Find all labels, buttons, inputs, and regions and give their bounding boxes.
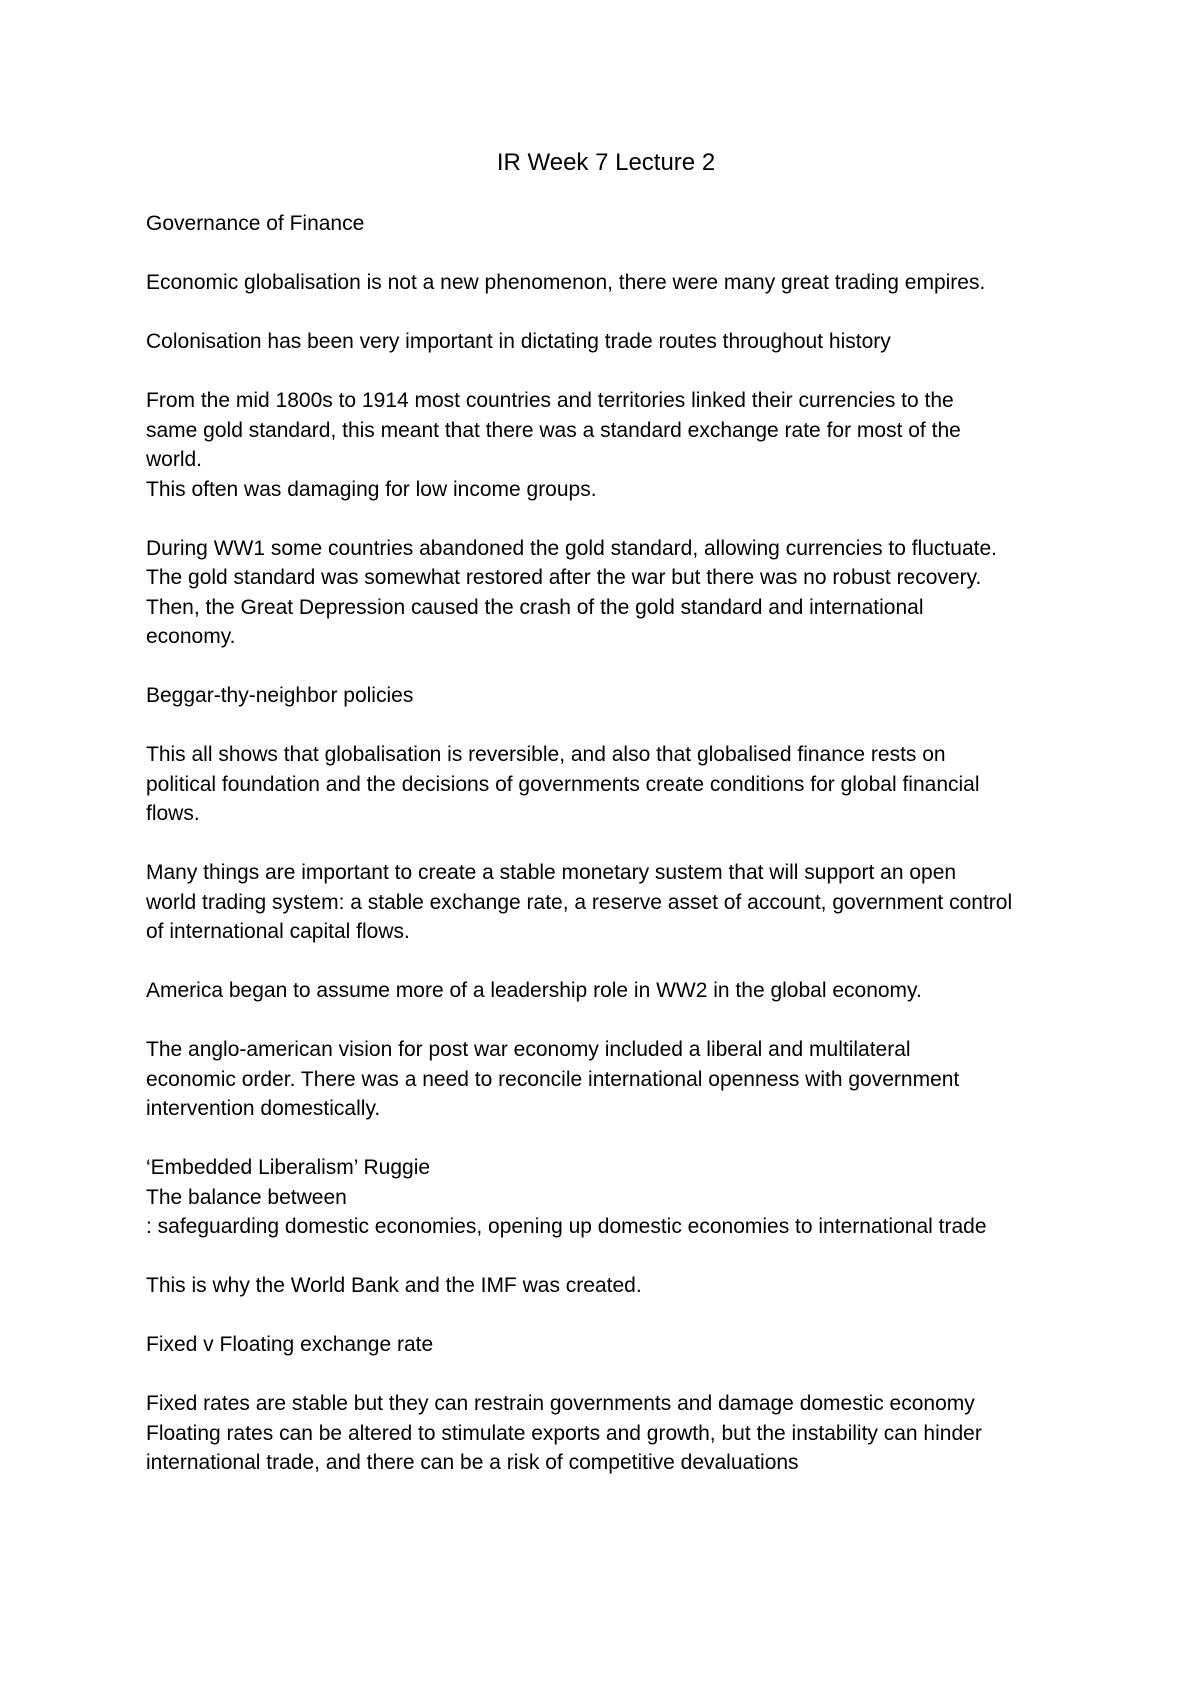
paragraph [146, 327, 1066, 357]
text-line: This often was damaging for low income groups. [146, 477, 597, 501]
paragraph [146, 1271, 1066, 1301]
paragraph-list [146, 209, 1066, 1478]
text-line: Colonisation has been very important in dictating trade routes throughout history [146, 330, 891, 353]
text-line: Fixed rates are stable but they can restrain governments and damage domestic economy [146, 1392, 975, 1415]
paragraph [146, 740, 1066, 829]
text-line: This all shows that globalisation is reversible, and also that globalised finance rests on [146, 743, 946, 766]
paragraph [146, 1389, 1066, 1478]
paragraph [146, 386, 1066, 504]
text-line: political foundation and the decisions of governments create conditions for global financial [146, 772, 980, 796]
text-line: of international capital flows. [146, 920, 410, 943]
text-line: Floating rates can be altered to stimulate exports and growth, but the instability can hinder [146, 1421, 982, 1445]
text-line: This is why the World Bank and the IMF was created. [146, 1274, 642, 1297]
text-line: : safeguarding domestic economies, opening up domestic economies to international trade [146, 1215, 987, 1238]
text-line: intervention domestically. [146, 1097, 381, 1120]
document-body [146, 148, 1066, 1507]
text-line: The anglo-american vision for post war economy included a liberal and multilateral [146, 1038, 911, 1061]
paragraph [146, 858, 1066, 947]
text-line: Fixed v Floating exchange rate [146, 1333, 434, 1356]
text-line: During WW1 some countries abandoned the gold standard, allowing currencies to fluctuate. [146, 536, 997, 560]
text-line: same gold standard, this meant that there was a standard exchange rate for most of the [146, 418, 961, 442]
text-line: From the mid 1800s to 1914 most countries and territories linked their currencies to the [146, 389, 954, 412]
text-line: economic order. There was a need to reconcile international openness with government [146, 1067, 960, 1091]
text-line: ‘Embedded Liberalism’ Ruggie [146, 1156, 431, 1179]
paragraph [146, 268, 1066, 298]
text-line: world trading system: a stable exchange rate, a reserve asset of account, government control [146, 890, 1013, 914]
text-line: international trade, and there can be a risk of competitive devaluations [146, 1451, 799, 1474]
document-title: IR Week 7 Lecture 2 [496, 149, 716, 176]
paragraph [146, 976, 1066, 1006]
text-line: Then, the Great Depression caused the crash of the gold standard and international [146, 595, 924, 619]
paragraph [146, 1153, 1066, 1242]
paragraph [146, 681, 1066, 711]
text-line: economy. [146, 625, 236, 648]
text-line: flows. [146, 802, 200, 825]
paragraph [146, 1330, 1066, 1360]
text-line: America began to assume more of a leadership role in WW2 in the global economy. [146, 979, 922, 1002]
paragraph [146, 534, 1066, 652]
text-line: The balance between [146, 1185, 347, 1209]
text-line: Beggar-thy-neighbor policies [146, 684, 414, 707]
text-line: Economic globalisation is not a new phenomenon, there were many great trading empires. [146, 271, 986, 294]
paragraph [146, 1035, 1066, 1124]
text-line: Many things are important to create a stable monetary sustem that will support an open [146, 861, 957, 884]
paragraph [146, 209, 1066, 239]
text-line: world. [146, 448, 203, 471]
text-line: The gold standard was somewhat restored after the war but there was no robust recovery. [146, 566, 982, 589]
text-line: Governance of Finance [146, 212, 365, 235]
